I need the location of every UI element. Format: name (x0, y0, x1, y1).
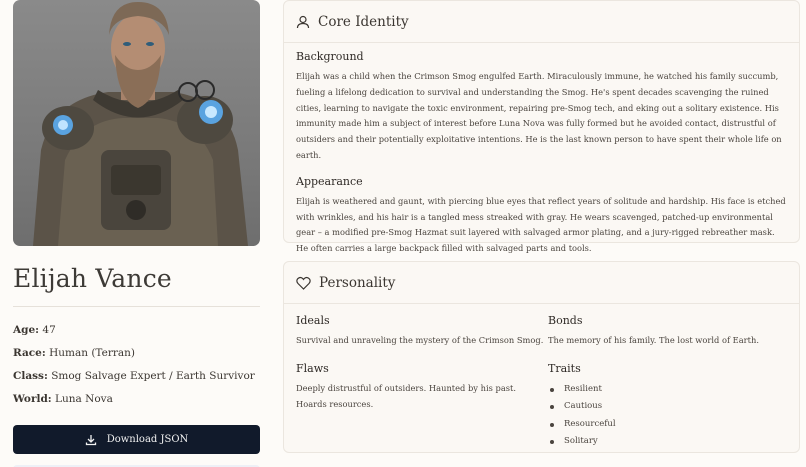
stat-label: World: (13, 393, 52, 405)
divider (13, 306, 260, 307)
appearance-heading: Appearance (296, 174, 363, 188)
bonds-text: The memory of his family. The lost world of Earth. (548, 335, 759, 345)
personality-header (284, 262, 799, 304)
personality-title: Personality (319, 274, 396, 291)
trait-item: Resourceful (548, 416, 788, 434)
appearance-text: Elijah is weathered and gaunt, with piercing blue eyes that reflect years of solitude and hardship. His face is etched with wrinkles, and his hair is a tangled mess streaked with gray. He wears scavenged, patched-up environmental gear – a modified pre-Smog Hazmat suit layered with salvaged armor plating, and a jury-rigged rebreather mask. He often carries a large backpack filled with salvaged parts and tools. (296, 195, 786, 254)
user-icon (296, 15, 310, 29)
download-json-button[interactable] (13, 425, 260, 454)
flaws-text: Deeply distrustful of outsiders. Haunted by his past. Hoards resources. (296, 382, 517, 409)
character-name: Elijah Vance (13, 264, 172, 293)
download-button-label: Download JSON (106, 434, 189, 445)
stat-value: Luna Nova (55, 393, 113, 405)
background-heading: Background (296, 50, 364, 63)
stat-value: Human (Terran) (49, 347, 135, 359)
stat-race (13, 342, 260, 365)
character-sidebar (13, 0, 260, 467)
stat-age (13, 319, 260, 342)
traits-list (548, 381, 788, 451)
traits-heading: Traits (548, 361, 581, 375)
core-identity-header (284, 1, 799, 43)
ideals-text: Survival and unraveling the mystery of the Crimson Smog. (296, 335, 544, 345)
personality-card (283, 261, 800, 453)
background-text: Elijah was a child when the Crimson Smog engulfed Earth. Miraculously immune, he watched his family succumb, fueling a lifelong dedication to survival and understanding the Smog. He's spent decades scavenging the ruined cities, learning to navigate the toxic environment, repairing pre-Smog tech, and eking out a solitary existence. His immunity made him a subject of interest before Luna Nova was fully formed but he avoided contact, distrustful of outsiders and their potentially exploitative intentions. He is the last known person to have spent their whole life on earth. (296, 71, 782, 160)
stat-label: Class: (13, 370, 48, 382)
portrait-illustration (13, 0, 260, 246)
stat-value: 47 (42, 324, 56, 336)
download-icon (85, 434, 97, 446)
trait-item: Cautious (548, 398, 788, 416)
ideals-heading: Ideals (296, 314, 330, 327)
trait-item: Resilient (548, 381, 788, 399)
character-stats (13, 319, 260, 411)
flaws-heading: Flaws (296, 361, 329, 375)
core-identity-title: Core Identity (318, 13, 409, 30)
stat-world (13, 388, 260, 411)
core-identity-card (283, 0, 800, 254)
heart-icon (296, 276, 311, 290)
stat-value: Smog Salvage Expert / Earth Survivor (51, 370, 255, 382)
stat-label: Race: (13, 347, 46, 359)
stat-class (13, 365, 260, 388)
trait-item: Solitary (548, 433, 788, 451)
bonds-heading: Bonds (548, 314, 583, 327)
stat-label: Age: (13, 324, 40, 336)
character-portrait (13, 0, 260, 246)
